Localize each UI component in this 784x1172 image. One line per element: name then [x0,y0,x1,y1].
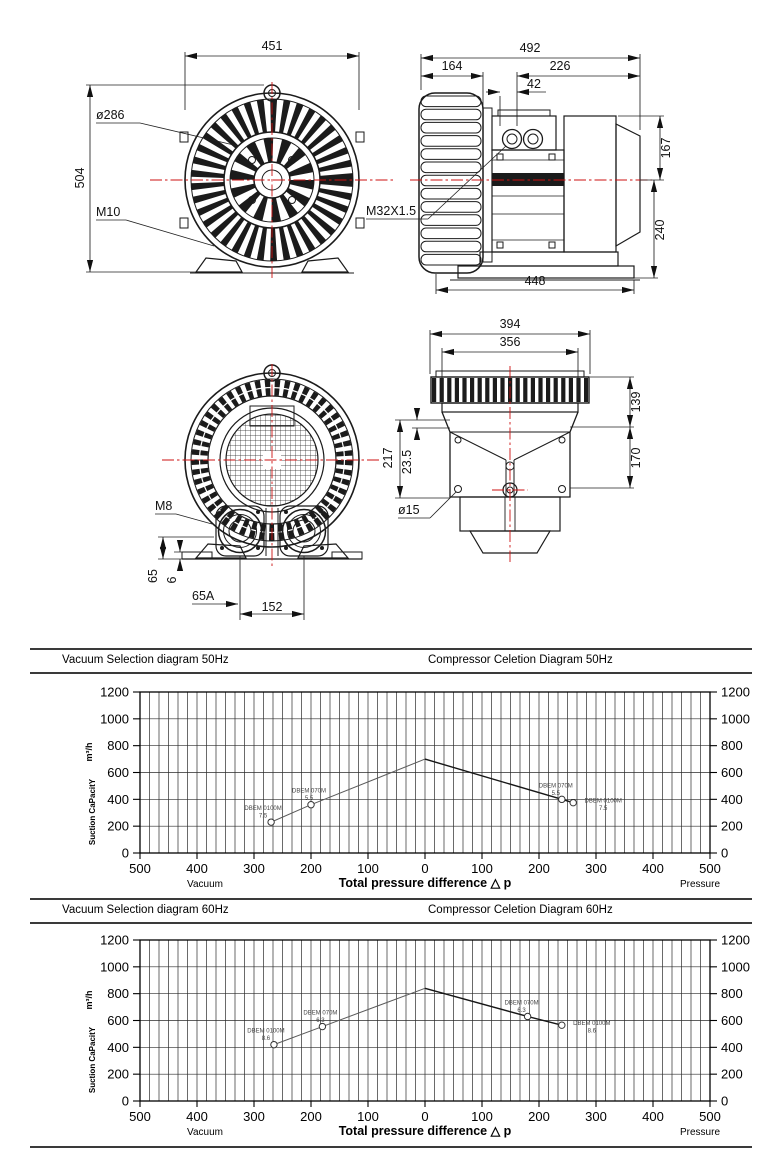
data-point-label [247,1029,284,1043]
svg-text:800: 800 [107,738,129,754]
motor-body [564,116,616,252]
svg-text:300: 300 [585,861,607,876]
selection-chart-50hz [0,672,784,896]
svg-text:DBEM 0100M: DBEM 0100M [244,806,282,813]
svg-text:100: 100 [471,1109,493,1124]
svg-text:300: 300 [243,1109,265,1124]
rear-view-drawing [146,364,382,620]
top-fin-height-dim: 139 [629,391,643,413]
svg-text:7.5: 7.5 [258,813,268,820]
svg-text:400: 400 [107,791,129,807]
svg-text:100: 100 [471,861,493,876]
svg-text:200: 200 [528,1109,550,1124]
svg-text:DBEM 070M: DBEM 070M [504,1000,539,1007]
pressure-difference-caption: Total pressure difference △ p [338,876,512,890]
svg-text:600: 600 [107,765,129,780]
svg-text:6.3: 6.3 [316,1018,325,1025]
svg-text:0: 0 [721,845,729,861]
top-outer-width-dim: 394 [499,317,521,331]
bottom-rule [30,1146,752,1148]
data-point-label [292,789,326,803]
data-point-marker [319,1023,325,1029]
svg-text:8.6: 8.6 [587,1028,596,1035]
vacuum-selection-line [247,988,425,1048]
svg-text:DBEM 0100M: DBEM 0100M [573,1021,611,1028]
svg-text:8.6: 8.6 [261,1036,271,1043]
y-axis-caption: Suction CaPacitY [88,1026,97,1094]
housing-fins [421,96,481,265]
data-point-marker [308,802,314,808]
svg-text:1200: 1200 [721,932,750,948]
svg-text:1000: 1000 [721,959,750,975]
svg-text:500: 500 [129,1109,151,1124]
svg-text:1000: 1000 [100,959,129,975]
svg-text:800: 800 [721,986,743,1002]
motor-band [492,173,564,186]
top-offset-dim: 23.5 [400,449,414,475]
side-gland-thread-label: M32X1.5 [366,204,417,218]
cable-gland [503,130,522,149]
svg-text:0: 0 [121,845,129,861]
svg-text:DBEM 0100M: DBEM 0100M [247,1028,285,1035]
rear-thread-label: M8 [155,499,173,513]
svg-text:600: 600 [721,765,743,780]
top-view-drawing [381,317,643,562]
svg-text:7.5: 7.5 [599,806,608,813]
svg-text:DBEM 070M: DBEM 070M [538,783,573,790]
side-motor-length-dim: 226 [549,59,571,73]
svg-text:DBEM 070M: DBEM 070M [303,1010,338,1017]
mounting-foot [302,258,348,272]
top-hole-diameter-label: ø15 [398,503,420,517]
data-point-marker [268,819,274,825]
grid [140,940,710,1101]
svg-text:200: 200 [300,861,322,876]
side-total-width-dim: 492 [519,41,541,55]
section-header-50hz [30,648,752,674]
front-width-dim: 451 [261,39,283,53]
svg-text:0: 0 [421,861,429,876]
data-point-label [244,806,281,820]
pressure-axis-caption: Pressure [679,1127,721,1138]
svg-text:200: 200 [107,1066,129,1082]
vacuum-chart-title-60hz: Vacuum Selection diagram 60Hz [62,904,229,916]
svg-text:5.5: 5.5 [304,796,314,803]
pressure-difference-caption: Total pressure difference △ p [338,1124,512,1138]
side-gland-spacing-dim: 42 [527,77,541,91]
front-view-drawing [73,39,394,278]
x-axis-captions [187,876,720,890]
data-point-marker [271,1041,277,1047]
svg-text:DBEM 0100M: DBEM 0100M [584,798,622,805]
data-point-label [585,799,622,813]
front-diameter-dim: ø286 [96,108,125,122]
side-view-drawing [366,41,673,294]
svg-text:1000: 1000 [721,711,750,727]
y-axis-unit: m³/h [84,742,94,762]
terminal-box [492,116,556,150]
svg-text:100: 100 [357,861,379,876]
rear-port-spacing-dim: 152 [261,600,283,614]
svg-text:1000: 1000 [100,711,129,727]
svg-text:300: 300 [243,861,265,876]
mounting-hole [455,486,462,493]
pressure-axis-caption: Pressure [679,879,721,890]
svg-text:0: 0 [421,1109,429,1124]
side-base-length-dim: 448 [524,274,546,288]
svg-text:400: 400 [642,1109,664,1124]
data-point-label [303,1011,337,1025]
svg-text:100: 100 [357,1109,379,1124]
svg-text:200: 200 [721,1066,743,1082]
svg-text:500: 500 [129,861,151,876]
top-flange-width-dim: 356 [499,335,521,349]
svg-text:400: 400 [642,861,664,876]
svg-text:400: 400 [721,1039,743,1055]
svg-text:1200: 1200 [721,684,750,700]
rear-foot-height-dim: 65 [146,569,160,583]
grid [140,692,710,853]
svg-text:300: 300 [585,1109,607,1124]
front-thread-label: M10 [96,205,121,219]
svg-text:400: 400 [107,1039,129,1055]
side-housing-depth-dim: 164 [441,59,463,73]
mounting-foot [196,258,242,272]
top-side-height-dim: 217 [381,447,395,469]
svg-text:500: 500 [699,861,721,876]
svg-text:400: 400 [186,1109,208,1124]
front-height-dim: 504 [73,167,87,189]
data-point-marker [559,1022,565,1028]
svg-text:600: 600 [721,1013,743,1028]
data-point-marker [570,799,576,805]
svg-text:6.3: 6.3 [517,1007,526,1014]
svg-text:1200: 1200 [100,932,129,948]
vacuum-axis-caption: Vacuum [187,879,223,890]
vacuum-axis-caption: Vacuum [187,1127,223,1138]
vacuum-selection-line [244,759,425,825]
rear-plate-thickness-dim: 6 [165,576,179,584]
svg-text:400: 400 [186,861,208,876]
x-axis-captions [187,1124,720,1138]
svg-text:0: 0 [721,1093,729,1109]
svg-text:400: 400 [721,791,743,807]
svg-text:200: 200 [721,818,743,834]
svg-text:200: 200 [528,861,550,876]
svg-text:0: 0 [121,1093,129,1109]
compressor-chart-title-50hz: Compressor Celetion Diagram 50Hz [428,654,613,666]
cable-gland [524,130,543,149]
data-point-marker [524,1013,530,1019]
y-axis-unit: m³/h [84,990,94,1010]
svg-text:800: 800 [107,986,129,1002]
top-body-height-dim: 170 [629,447,643,469]
pressure-selection-line [425,988,610,1034]
svg-text:200: 200 [300,1109,322,1124]
svg-text:5.5: 5.5 [551,790,560,797]
compressor-chart-title-60hz: Compressor Celetion Diagram 60Hz [428,904,613,916]
selection-chart-60hz [0,920,784,1144]
svg-text:200: 200 [107,818,129,834]
svg-text:800: 800 [721,738,743,754]
svg-text:600: 600 [107,1013,129,1028]
vacuum-chart-title-50hz: Vacuum Selection diagram 50Hz [62,654,229,666]
svg-text:1200: 1200 [100,684,129,700]
pressure-selection-line [425,759,622,812]
data-point-label [573,1021,610,1035]
rear-port-size-label: 65A [192,589,215,603]
y-axis-caption: Suction CaPacitY [88,778,97,846]
side-lower-height-dim: 240 [653,219,667,241]
data-point-marker [559,796,565,802]
side-upper-height-dim: 167 [659,137,673,159]
svg-text:500: 500 [699,1109,721,1124]
svg-text:DBEM 070M: DBEM 070M [291,788,327,795]
